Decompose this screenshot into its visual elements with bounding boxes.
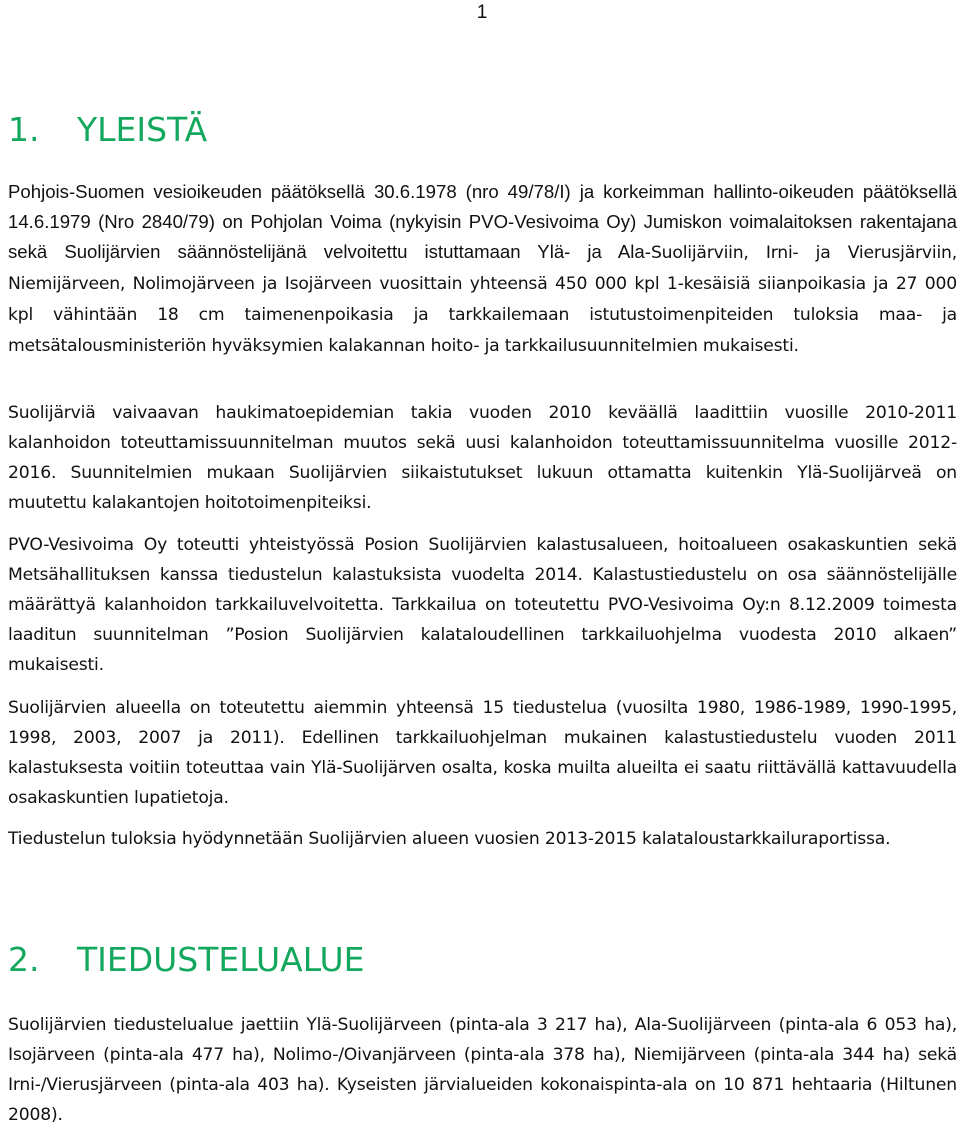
section-title: TIEDUSTELUALUE bbox=[77, 940, 365, 979]
paragraph-1 bbox=[8, 177, 957, 361]
section-heading-2 bbox=[8, 940, 364, 980]
paragraph-4: Suolijärvien alueella on toteutettu aiemmin yhteensä 15 tiedustelua (vuosilta 1980, 1986-1989, 1990-1995, 1998, 2003, 2007 ja 2011). Edellinen tarkkailuohjelman mukainen kalastustiedustelu vuoden 2011 kalastuksesta voitiin toteuttaa vain Ylä-Suolijärven osalta, koska muilta alueilta ei saatu riittävällä kattavuudella osakaskuntien lupatietoja. bbox=[8, 698, 957, 808]
paragraph-1-start: Pohjois-Suomen vesioikeuden päätöksellä 30.6.1978 (nro 49/78/I) ja korkeimman hallinto-oikeuden päätöksellä 14.6.1979 (Nro 2840/79) on Pohjolan Voima (nykyisin PVO-Vesivoima Oy) Jumiskon voimalaitoksen rakentajana sekä Suolijärvien säännöstelijänä velvoitettu istuttamaan Ylä- ja Ala- bbox=[8, 181, 957, 262]
paragraph-6: Suolijärvien tiedustelualue jaettiin Ylä-Suolijärveen (pinta-ala 3 217 ha), Ala-Suolijärveen (pinta-ala 6 053 ha), Isojärveen (pinta-ala 477 ha), Nolimo-/Oivanjärveen (pinta-ala 378 ha), Niemijärveen (pinta-ala 344 ha) sekä Irni-/Vierusjärveen (pinta-ala 403 ha). Kyseisten järvialueiden kokonaispinta-ala on 10 871 hehtaaria (Hiltunen 2008). bbox=[8, 1015, 957, 1125]
paragraph-5: Tiedustelun tuloksia hyödynnetään Suolijärvien alueen vuosien 2013-2015 kalataloustarkkailuraportissa. bbox=[8, 829, 891, 849]
section-title: YLEISTÄ bbox=[77, 110, 208, 149]
paragraph-1-rest: Suolijärviin, Irni- ja Vierusjärviin, Niemijärveen, Nolimojärveen ja Isojärveen vuosittain yhteensä 450 000 kpl 1-kesäisiä siianpoikasia ja 27 000 kpl vähintään 18 cm taimenenpoikasia ja tarkkailemaan istutustoimenpiteiden tuloksia maa- ja metsätalousministeriön hyväksymien kalakannan hoito- ja tarkkailusuunnitelmien mukaisesti. bbox=[8, 243, 958, 356]
section-heading-1 bbox=[8, 110, 207, 150]
section-number: 2. bbox=[8, 940, 40, 979]
section-number: 1. bbox=[8, 110, 40, 149]
page-number: 1 bbox=[476, 2, 488, 23]
paragraph-2: Suolijärviä vaivaavan haukimatoepidemian takia vuoden 2010 keväällä laadittiin vuosille 2010-2011 kalanhoidon toteuttamissuunnitelman muutos sekä uusi kalanhoidon toteuttamissuunnitelma vuosille 2012-2016. Suunnitelmien mukaan Suolijärvien siikaistutukset lukuun ottamatta kuitenkin Ylä-Suolijärveä on muutettu kalakantojen hoitotoimenpiteiksi. bbox=[8, 403, 957, 513]
paragraph-3: PVO-Vesivoima Oy toteutti yhteistyössä Posion Suolijärvien kalastusalueen, hoitoalueen osakaskuntien sekä Metsähallituksen kanssa tiedustelun kalastuksista vuodelta 2014. Kalastustiedustelu on osa säännöstelijälle määrättyä kalanhoidon tarkkailuvelvoitetta. Tarkkailua on toteutettu PVO-Vesivoima Oy:n 8.12.2009 toimesta laaditun suunnitelman ”Posion Suolijärvien kalataloudellinen tarkkailuohjelma vuodesta 2010 alkaen” mukaisesti. bbox=[8, 535, 957, 675]
